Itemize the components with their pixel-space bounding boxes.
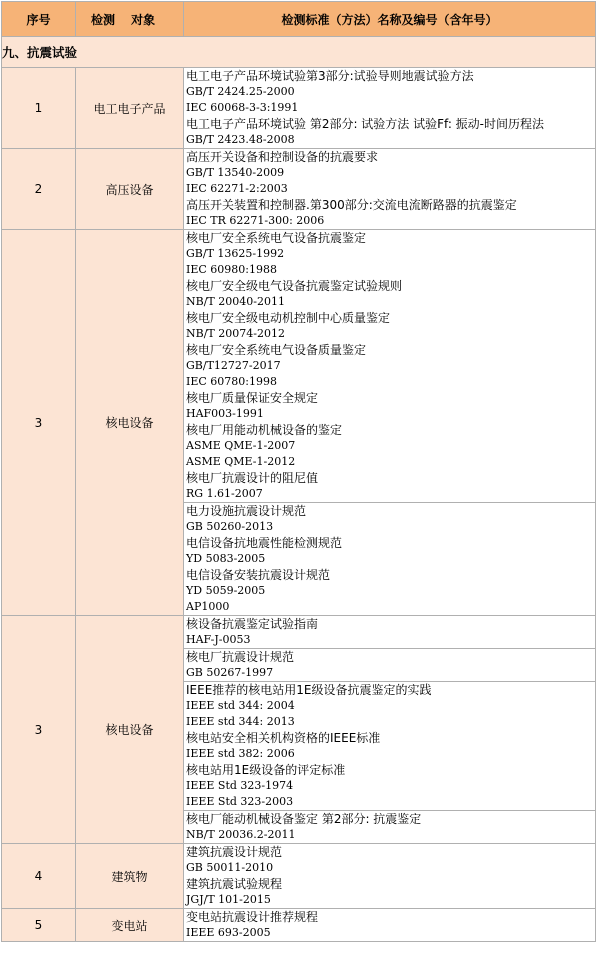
row-standards <box>184 230 596 616</box>
standard-line: IEC TR 62271-300: 2006 <box>186 214 325 227</box>
row-object: 电工电子产品 <box>76 68 184 149</box>
standard-line: GB 50011-2010 <box>186 861 274 874</box>
standard-line: 核电厂能动机械设备鉴定 第2部分: 抗震鉴定 <box>186 812 422 826</box>
table-row <box>2 616 596 844</box>
standard-line: 核电站安全相关机构资格的IEEE标准 <box>186 731 381 745</box>
standard-line: 电力设施抗震设计规范 <box>186 504 307 518</box>
standard-line: IEC 62271-2:2003 <box>186 182 288 195</box>
row-standards <box>184 149 596 230</box>
standard-line: GB/T12727-2017 <box>186 359 281 372</box>
standards-table <box>1 1 596 942</box>
row-number: 3 <box>2 230 76 616</box>
standard-group <box>184 648 595 681</box>
section-row <box>2 37 596 68</box>
standard-line: GB/T 2424.25-2000 <box>186 85 295 98</box>
standard-line: 核电厂安全系统电气设备抗震鉴定 <box>186 231 367 245</box>
standard-line: RG 1.61-2007 <box>186 487 263 500</box>
standard-line: HAF-J-0053 <box>186 633 251 646</box>
standard-line: IEC 60780:1998 <box>186 375 277 388</box>
row-object: 高压设备 <box>76 149 184 230</box>
standard-line: 电工电子产品环境试验 第2部分: 试验方法 试验Ff: 振动-时间历程法 <box>186 117 545 131</box>
standard-line: 核电厂安全级电气设备抗震鉴定试验规则 <box>186 279 403 293</box>
row-number: 5 <box>2 909 76 942</box>
standard-line: IEEE std 382: 2006 <box>186 747 295 760</box>
row-number: 4 <box>2 844 76 909</box>
standard-group <box>184 68 595 148</box>
header-row <box>2 2 596 37</box>
table-row <box>2 909 596 942</box>
standard-line: JGJ/T 101-2015 <box>186 893 271 906</box>
standard-group <box>184 810 595 843</box>
standard-line: 高压开关设备和控制设备的抗震要求 <box>186 150 379 164</box>
table-row <box>2 149 596 230</box>
table-row <box>2 844 596 909</box>
standard-line: 电信设备安装抗震设计规范 <box>186 568 331 582</box>
standard-line: NB/T 20040-2011 <box>186 295 285 308</box>
section-title: 九、抗震试验 <box>2 37 596 68</box>
standard-line: YD 5059-2005 <box>186 584 266 597</box>
standard-line: 核电厂质量保证安全规定 <box>186 391 319 405</box>
row-number: 3 <box>2 616 76 844</box>
standard-line: IEEE推荐的核电站用1E级设备抗震鉴定的实践 <box>186 683 432 697</box>
standard-line: 变电站抗震设计推荐规程 <box>186 910 319 924</box>
standard-line: IEEE std 344: 2004 <box>186 699 295 712</box>
standard-line: GB/T 13540-2009 <box>186 166 285 179</box>
table-row <box>2 230 596 616</box>
standard-line: GB/T 13625-1992 <box>186 247 285 260</box>
standard-line: IEEE 693-2005 <box>186 926 271 939</box>
standard-line: HAF003-1991 <box>186 407 264 420</box>
standard-line: 核设备抗震鉴定试验指南 <box>186 617 319 631</box>
standard-line: ASME QME-1-2007 <box>186 439 296 452</box>
standard-line: IEC 60980:1988 <box>186 263 277 276</box>
header-object: 检测 对象 <box>76 2 184 37</box>
row-number: 1 <box>2 68 76 149</box>
row-standards <box>184 616 596 844</box>
standard-line: GB 50260-2013 <box>186 520 274 533</box>
row-standards <box>184 909 596 942</box>
standard-group <box>184 844 595 908</box>
row-object: 建筑物 <box>76 844 184 909</box>
standard-line: 核电厂安全级电动机控制中心质量鉴定 <box>186 311 391 325</box>
standard-group <box>184 149 595 229</box>
standard-line: 建筑抗震设计规范 <box>186 845 283 859</box>
standard-line: IEEE Std 323-2003 <box>186 795 294 808</box>
standard-line: IEEE Std 323-1974 <box>186 779 294 792</box>
standard-line: 核电厂安全系统电气设备质量鉴定 <box>186 343 367 357</box>
standard-line: 核电厂抗震设计规范 <box>186 650 295 664</box>
standard-line: NB/T 20074-2012 <box>186 327 285 340</box>
standard-line: IEC 60068-3-3:1991 <box>186 101 299 114</box>
standard-group <box>184 230 595 502</box>
standard-line: NB/T 20036.2-2011 <box>186 828 296 841</box>
standard-line: 高压开关装置和控制器.第300部分:交流电流断路器的抗震鉴定 <box>186 198 517 212</box>
standard-line: AP1000 <box>186 600 230 613</box>
standard-line: 电工电子产品环境试验第3部分:试验导则地震试验方法 <box>186 69 474 83</box>
standard-line: GB/T 2423.48-2008 <box>186 133 295 146</box>
row-object: 核电设备 <box>76 230 184 616</box>
standard-line: 核电厂用能动机械设备的鉴定 <box>186 423 343 437</box>
standard-group <box>184 616 595 648</box>
standard-line: 核电厂抗震设计的阻尼值 <box>186 471 319 485</box>
standard-line: 核电站用1E级设备的评定标准 <box>186 763 346 777</box>
standard-line: 电信设备抗地震性能检测规范 <box>186 536 343 550</box>
row-standards <box>184 68 596 149</box>
header-standard: 检测标准（方法）名称及编号（含年号） <box>184 2 596 37</box>
row-number: 2 <box>2 149 76 230</box>
standard-line: IEEE std 344: 2013 <box>186 715 295 728</box>
standard-group <box>184 909 595 941</box>
row-object: 变电站 <box>76 909 184 942</box>
table-row <box>2 68 596 149</box>
standard-line: 建筑抗震试验规程 <box>186 877 283 891</box>
standard-group <box>184 681 595 810</box>
standard-line: ASME QME-1-2012 <box>186 455 296 468</box>
standard-group <box>184 502 595 615</box>
row-standards <box>184 844 596 909</box>
header-no: 序号 <box>2 2 76 37</box>
row-object: 核电设备 <box>76 616 184 844</box>
standard-line: YD 5083-2005 <box>186 552 266 565</box>
standard-line: GB 50267-1997 <box>186 666 274 679</box>
